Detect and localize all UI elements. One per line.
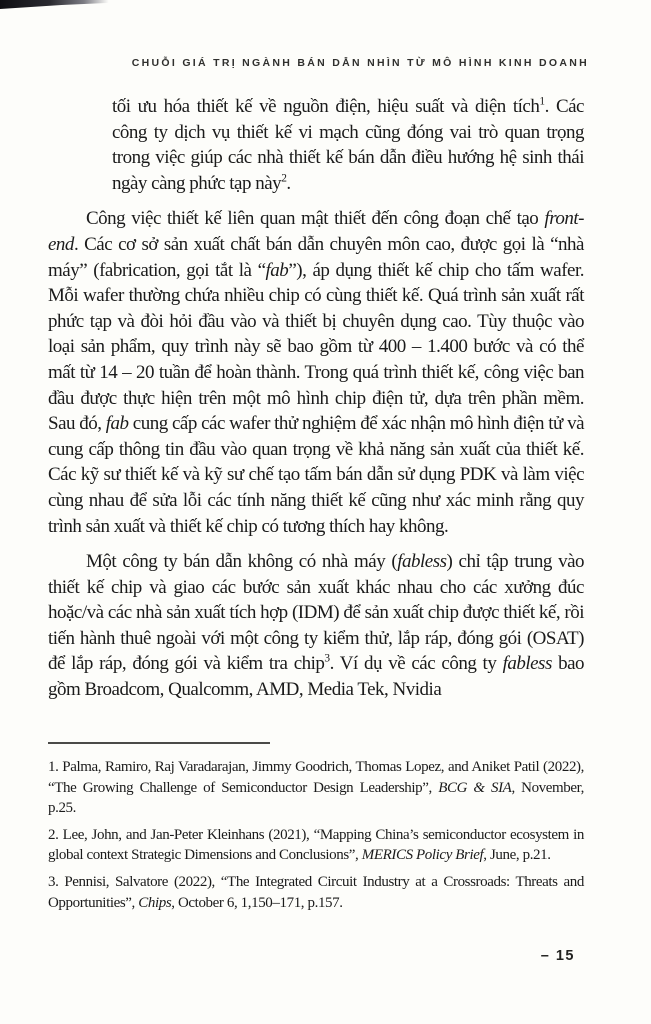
footnote-2: 2. Lee, John, and Jan-Peter Kleinhans (2021), “Mapping China’s semiconductor ecosystem in global context Strategic Dimensions and Conclusions”, MERICS Policy Brief, June, p.21.: [48, 826, 584, 864]
footnotes-section: [48, 742, 584, 919]
body-text: [48, 94, 584, 703]
body-paragraph-fabless: Một công ty bán dẫn không có nhà máy (fabless) chỉ tập trung vào thiết kế chip và giao các bước sản xuất khác nhau cho các xưởng đúc hoặc/và các nhà sản xuất tích hợp (IDM) để sản xuất chip được thiết kế, rồi tiến hành thuê ngoài với một công ty kiểm thử, lắp ráp, đóng gói (OSAT) để lắp ráp, đóng gói và kiểm tra chip$^3$. Ví dụ về các công ty fabless bao gồm Broadcom, Qualcomm, AMD, Media Tek, Nvidia: [48, 551, 585, 701]
page-number: – 15: [540, 948, 575, 964]
body-paragraph-design-fab: Công việc thiết kế liên quan mật thiết đến công đoạn chế tạo front-end. Các cơ sở sản xuất chất bán dẫn chuyên môn cao, được gọi là “nhà máy” (fabrication, gọi tắt là “fab”), áp dụng thiết kế chip cho tấm wafer. Mỗi wafer thường chứa nhiều chip có cùng thiết kế. Quá trình sản xuất rất phức tạp và đòi hỏi đầu vào và thiết bị chuyên dụng cao. Tùy thuộc vào loại sản phẩm, quy trình này sẽ bao gồm từ 400 – 1.400 bước và có thể mất từ 14 – 20 tuần để hoàn thành. Trong quá trình thiết kế, công việc ban đầu được thực hiện trên một mô hình chip điện tử, dựa trên phần mềm. Sau đó, fab cung cấp các wafer thử nghiệm để xác nhận mô hình điện tử và cung cấp thông tin đầu vào quan trọng về khả năng sản xuất của thiết kế. Các kỹ sư thiết kế và kỹ sư chế tạo tấm bán dẫn sử dụng PDK và làm việc cùng nhau để sửa lỗi các tính năng thiết kế cũng như xác minh rằng quy trình sản xuất và thiết kế chip có tương thích hay không.: [48, 208, 585, 537]
footnote-3: 3. Pennisi, Salvatore (2022), “The Integrated Circuit Industry at a Crossroads: Threats and Opportunities”, Chips, October 6, 1,150–171, p.157.: [48, 873, 584, 911]
scan-smudge-artifact: [0, 0, 112, 9]
running-header: CHUỖI GIÁ TRỊ NGÀNH BÁN DẪN NHÌN TỪ MÔ HÌNH KINH DOANH: [131, 57, 589, 69]
footnote-divider-rule: [48, 742, 270, 744]
body-paragraph-continuation: tối ưu hóa thiết kế về nguồn điện, hiệu suất và diện tích$^1$. Các công ty dịch vụ thiết kế vi mạch cũng đóng vai trò quan trọng trong việc giúp các nhà thiết kế bán dẫn điều hướng hệ sinh thái ngày càng phức tạp này$^2$.: [112, 95, 584, 194]
footnote-1: 1. Palma, Ramiro, Raj Varadarajan, Jimmy Goodrich, Thomas Lopez, and Aniket Patil (2022), “The Growing Challenge of Semiconductor Design Leadership”, BCG & SIA, November, p.25.: [48, 759, 585, 817]
